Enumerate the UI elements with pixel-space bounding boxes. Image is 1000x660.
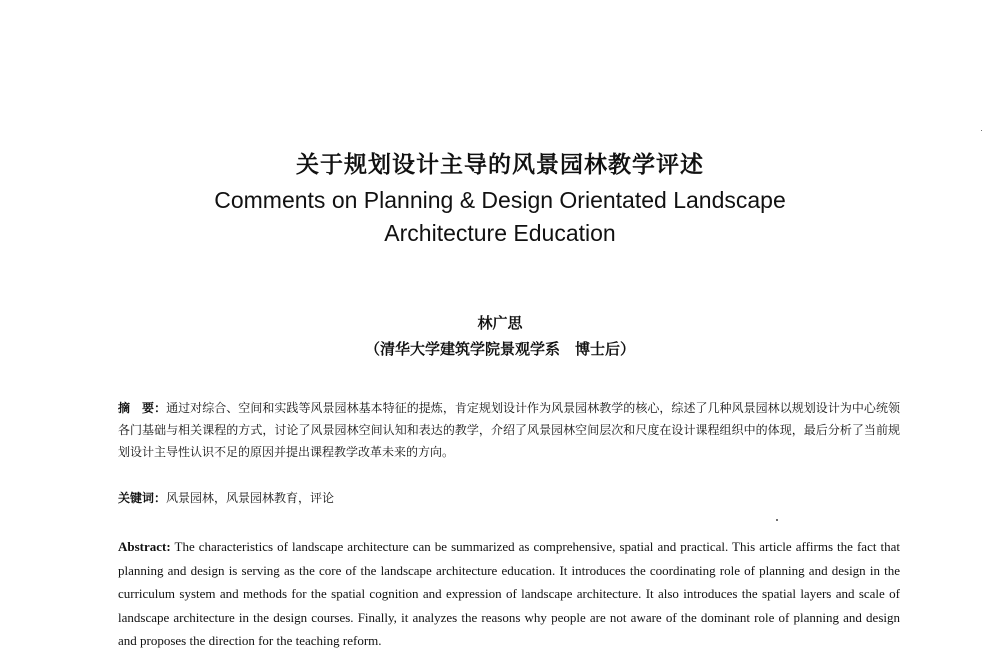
- keywords-chinese-label: 关键词：: [118, 491, 167, 505]
- abstract-english: [118, 535, 900, 653]
- title-english-line1: Comments on Planning & Design Orientated Landscape: [214, 187, 786, 213]
- scan-speck: [981, 130, 982, 131]
- abstract-chinese-text: 通过对综合、空间和实践等风景园林基本特征的提炼，肯定规划设计作为风景园林教学的核心，综述了几种风景园林以规划设计为中心统领各门基础与相关课程的方式，讨论了风景园林空间认知和表达的教学，介绍了风景园林空间层次和尺度在设计课程组织中的体现，最后分析了当前规划设计主导性认识不足的原因并提出课程教学改革未来的方向。: [118, 401, 900, 459]
- keywords-chinese: [118, 487, 900, 509]
- abstract-english-label: Abstract:: [118, 539, 171, 554]
- title-chinese: 关于规划设计主导的风景园林教学评述: [296, 152, 704, 178]
- keywords-chinese-text: 风景园林，风景园林教育，评论: [166, 491, 335, 505]
- author-name: 林广思: [477, 314, 523, 332]
- author-affiliation: （清华大学建筑学院景观学系 博士后）: [364, 340, 635, 358]
- abstract-chinese-label: 摘 要：: [118, 401, 167, 415]
- title-english-line2: Architecture Education: [384, 220, 616, 246]
- scan-speck: [776, 519, 778, 521]
- abstract-chinese: [118, 397, 900, 463]
- abstract-english-text: The characteristics of landscape architecture can be summarized as comprehensive, spatial and practical. This article affirms the fact that planning and design is serving as the core of the landscape architecture education. It introduces the coordinating role of planning and design in the curriculum system and methods for the spatial cognition and expression of landscape architecture. It also introduces the spatial layers and scale of landscape architecture in the design courses. Finally, it analyzes the reasons why people are not aware of the dominant role of planning and design and proposes the direction for the teaching reform.: [118, 539, 900, 648]
